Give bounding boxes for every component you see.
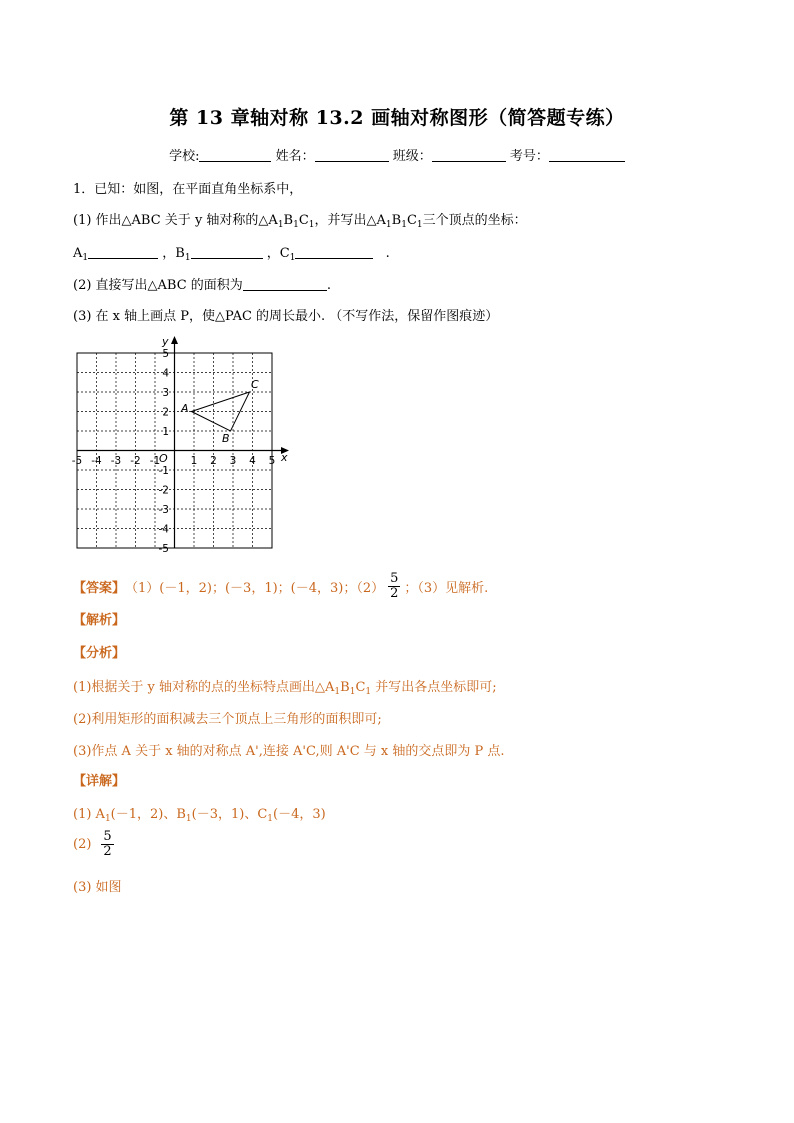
- y-tick-label: 5: [162, 348, 169, 360]
- class-label: 班级：: [392, 149, 432, 164]
- school-label: 学校:: [169, 149, 200, 164]
- x-tick-label: 3: [229, 455, 237, 467]
- answer-blank-area[interactable]: [243, 277, 327, 291]
- name-blank[interactable]: [315, 148, 389, 162]
- y-tick-label: 1: [162, 426, 169, 438]
- number-blank[interactable]: [549, 148, 625, 162]
- answer-tag: 【答案】: [73, 581, 126, 596]
- answer-fraction: $\frac{5}{2}$: [390, 571, 399, 601]
- x-axis-label: x: [281, 451, 288, 464]
- fenxi-line-3: (3)作点 A 关于 x 轴的对称点 A',连接 A'C,则 A'C 与 x 轴的交点即为 P 点.: [73, 744, 505, 759]
- class-blank[interactable]: [432, 148, 506, 162]
- detail-line-1: (1) $A_1(-1$，2)、$B_1(-3$，1)、$C_1(-4$，3): [73, 807, 326, 824]
- y-tick-label: -5: [158, 543, 169, 555]
- x-tick-label: -5: [71, 455, 83, 467]
- analysis-tag: 【解析】: [73, 613, 126, 628]
- triangle-abc: [192, 392, 250, 431]
- y-axis-label: y: [162, 335, 169, 348]
- point-a-label: A: [181, 402, 189, 415]
- point-c-label: C: [251, 378, 259, 391]
- origin-label: O: [159, 452, 168, 465]
- x-tick-label: -2: [130, 455, 141, 467]
- detail-fraction: $\frac{5}{2}$: [103, 829, 112, 859]
- detail-line-3: (3) 如图: [73, 880, 122, 895]
- question-part2: (2) 直接写出△ABC 的面积为 .: [73, 278, 331, 293]
- page-title: 第 13 章轴对称 13.2 画轴对称图形（简答题专练）: [169, 107, 625, 129]
- y-tick-label: 4: [162, 367, 169, 380]
- x-tick-label: 1: [190, 455, 198, 467]
- student-info-row: [0, 145, 794, 164]
- arrow-y-axis: [171, 336, 178, 344]
- detail-tag: 【详解】: [73, 774, 126, 789]
- number-label: 考号：: [509, 149, 549, 164]
- graph-axes: [77, 342, 283, 548]
- fenxi-tag: 【分析】: [73, 646, 126, 661]
- answer-blank-c1[interactable]: [295, 245, 373, 259]
- name-label: 姓名：: [275, 149, 315, 164]
- question-part1: (1) 作出△ABC 关于 y 轴对称的$\triangle A_1B_1C_1$，并写出$\triangle A_1B_1C_1$三个顶点的坐标：: [73, 213, 527, 230]
- answer-blank-b1[interactable]: [191, 245, 263, 259]
- x-tick-label: 2: [210, 455, 217, 467]
- x-tick-label: 4: [249, 455, 256, 467]
- school-blank[interactable]: [199, 148, 271, 162]
- y-tick-label: -1: [158, 465, 169, 477]
- detail-line-2: (2) $\frac{5}{2}$: [73, 829, 112, 859]
- fenxi-line-1: (1)根据关于 y 轴对称的点的坐标特点画出$\triangle A_1B_1C_1$ 并写出各点坐标即可;: [73, 680, 497, 697]
- point-b-label: B: [222, 432, 230, 445]
- x-tick-label: -4: [91, 455, 102, 467]
- x-tick-label: -1: [149, 455, 161, 467]
- answer-blank-a1[interactable]: [88, 245, 158, 259]
- question-part1-blanks: $A_1$ ，$B_1$ ，$C_1$ .: [73, 246, 390, 263]
- y-tick-label: -2: [158, 484, 169, 497]
- y-tick-label: -4: [158, 523, 169, 536]
- fenxi-line-2: (2)利用矩形的面积减去三个顶点上三角形的面积即可;: [73, 712, 382, 727]
- y-tick-label: -3: [158, 504, 169, 516]
- y-tick-label: 2: [162, 406, 169, 419]
- x-tick-label: -3: [110, 455, 122, 467]
- coordinate-graph: [65, 330, 305, 555]
- y-tick-label: 3: [162, 387, 169, 399]
- answer-line: 【答案】 （1）(－1，2)；(－3，1)；(－4，3)；（2） $\frac{5}{2}$ ；（3）见解析.: [73, 571, 489, 601]
- question-part3: (3) 在 x 轴上画点 P，使△PAC 的周长最小. （不写作法，保留作图痕迹）: [73, 309, 499, 324]
- question-intro: 1．已知：如图，在平面直角坐标系中，: [73, 182, 303, 197]
- x-tick-label: 5: [268, 455, 276, 467]
